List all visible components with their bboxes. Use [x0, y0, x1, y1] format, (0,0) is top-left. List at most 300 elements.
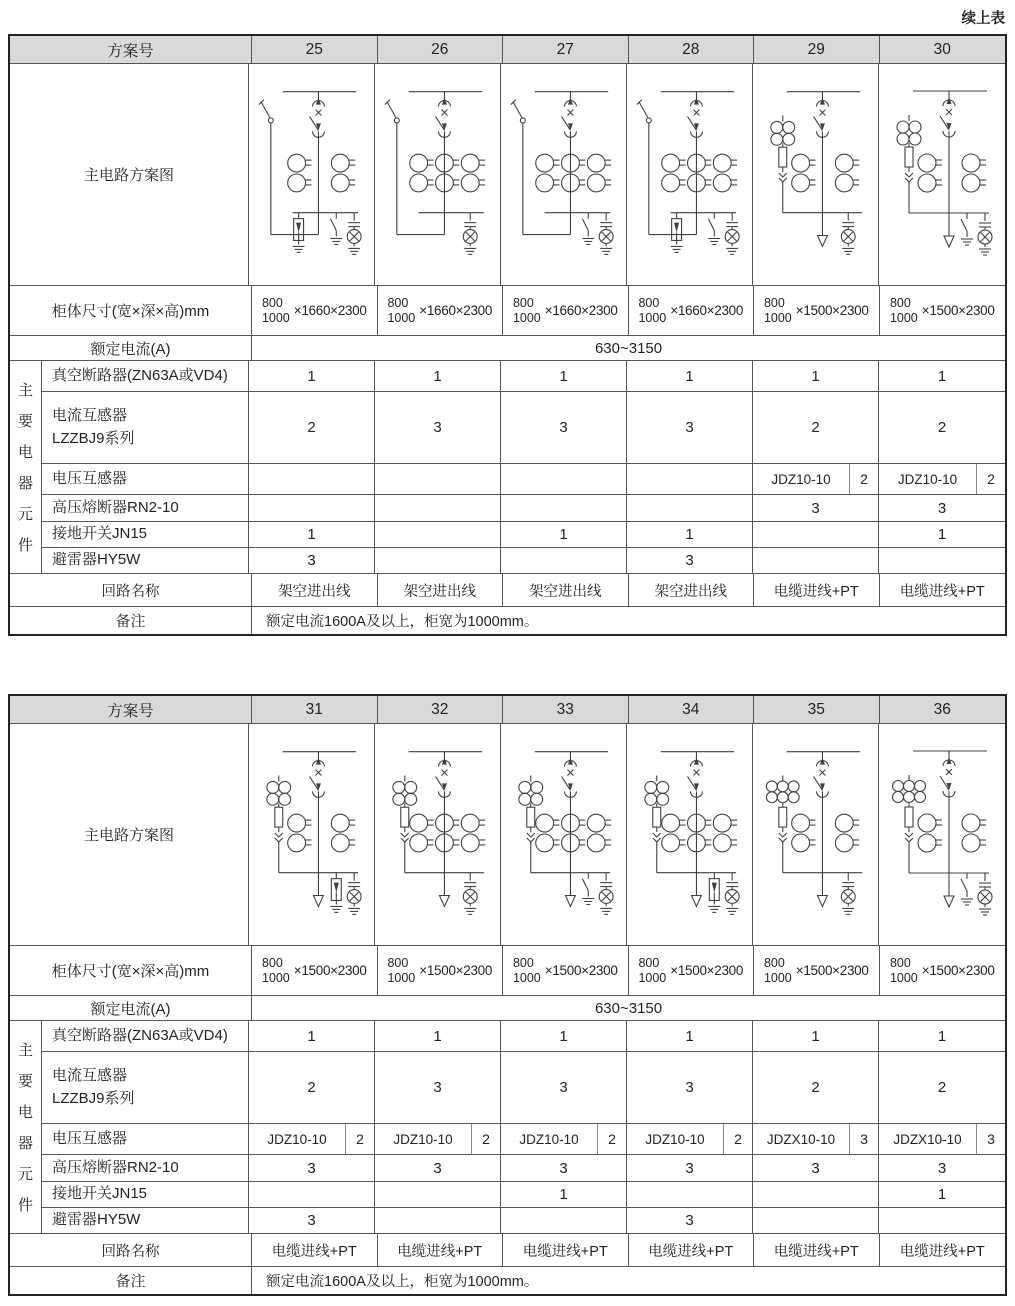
width-1000: 1000	[889, 970, 918, 985]
pt-model: JDZ10-10	[771, 471, 831, 487]
component-group-label	[10, 361, 42, 573]
main-circuit-diagram	[627, 735, 752, 935]
scheme-number: 29	[754, 36, 880, 63]
width-1000: 1000	[261, 970, 290, 985]
component-value-cell: 2	[937, 1079, 947, 1096]
width-800: 800	[261, 295, 283, 310]
width-800: 800	[512, 955, 534, 970]
rated-current-label: 额定电流(A)	[10, 996, 252, 1020]
component-label-line: 电压互感器	[52, 469, 128, 487]
group-label-char: 电	[17, 1104, 33, 1121]
component-value-cell: 1	[501, 522, 627, 547]
depth-height-value: ×1500×2300	[921, 303, 995, 318]
component-label	[42, 548, 249, 573]
component-row	[42, 1124, 1005, 1155]
width-fraction	[387, 956, 415, 986]
rated-current-label: 额定电流(A)	[10, 336, 252, 360]
component-value-cell: 3	[249, 1155, 375, 1181]
group-label-char: 件	[17, 1197, 33, 1214]
diagram-cell-scheme-31	[249, 724, 375, 945]
width-800: 800	[638, 295, 660, 310]
component-label	[42, 1021, 249, 1051]
component-value-cell	[501, 1124, 627, 1154]
scheme-table-31-36	[8, 694, 1007, 1296]
circuit-name-cell: 电缆进线+PT	[378, 1234, 504, 1266]
scheme-number: 31	[252, 696, 378, 723]
component-label	[42, 522, 249, 547]
width-fraction	[513, 956, 541, 986]
width-1000: 1000	[638, 310, 667, 325]
component-rows	[42, 1021, 1005, 1233]
depth-height-value: ×1660×2300	[670, 303, 744, 318]
circuit-name-row	[10, 574, 1005, 607]
component-value-cell	[627, 1124, 753, 1154]
component-value-cell: 3	[375, 1155, 501, 1181]
cabinet-size-cell	[629, 946, 755, 995]
scheme-header-row	[10, 696, 1005, 724]
pt-qty: 2	[471, 1124, 500, 1154]
component-value-cell: 3	[501, 392, 627, 463]
group-label-char: 器	[17, 1135, 33, 1152]
component-value-cell	[753, 1208, 879, 1233]
pt-qty: 2	[597, 1124, 626, 1154]
main-circuit-diagram	[501, 735, 626, 935]
pt-model: JDZX10-10	[766, 1131, 836, 1147]
component-label-line: 电流互感器	[52, 1067, 128, 1084]
component-value-cell: 3	[627, 1208, 753, 1233]
remark-row	[10, 1267, 1005, 1294]
group-label-char: 主	[17, 1042, 33, 1059]
component-value-cell: 3	[375, 1052, 501, 1123]
pt-model-qty	[753, 464, 878, 494]
width-1000: 1000	[763, 310, 792, 325]
component-label	[42, 392, 249, 463]
depth-height-value: ×1500×2300	[795, 303, 869, 318]
scheme-number: 33	[503, 696, 629, 723]
depth-height-value: ×1500×2300	[419, 963, 493, 978]
component-label	[42, 464, 249, 494]
circuit-name-cell: 架空进出线	[378, 574, 504, 606]
component-value-cell: 1	[627, 522, 753, 547]
pt-qty: 3	[849, 1124, 878, 1154]
scheme-number: 30	[933, 40, 951, 58]
component-value-cell: 3	[937, 1159, 947, 1177]
cabinet-size-label: 柜体尺寸(宽×深×高)mm	[10, 946, 252, 995]
component-value-cell: 1	[501, 1021, 627, 1051]
width-800: 800	[763, 955, 785, 970]
cabinet-size-value	[638, 296, 743, 326]
component-value-cell	[375, 464, 501, 494]
main-circuit-diagram	[753, 75, 878, 275]
component-label	[42, 1124, 249, 1154]
width-fraction	[764, 296, 792, 326]
rated-current-row	[10, 996, 1005, 1021]
pt-model: JDZ10-10	[393, 1131, 453, 1147]
group-label-char: 件	[17, 537, 33, 554]
component-value-cell: 1	[501, 1182, 627, 1207]
width-800: 800	[889, 295, 911, 310]
component-value-cell: 3	[501, 1052, 627, 1123]
pt-model-qty	[375, 1124, 500, 1154]
diagram-row	[10, 64, 1005, 286]
component-value-cell: 1	[249, 1021, 375, 1051]
component-value-cell	[879, 464, 1005, 494]
component-label	[42, 1052, 249, 1123]
component-label-line: 接地开关JN15	[52, 525, 148, 543]
scheme-number: 35	[754, 696, 880, 723]
component-label-line: 避雷器HY5W	[52, 1211, 141, 1229]
component-value-cell	[753, 464, 879, 494]
width-1000: 1000	[512, 970, 541, 985]
circuit-name-cell: 电缆进线+PT	[754, 1234, 880, 1266]
cabinet-size-cell	[252, 946, 378, 995]
cabinet-size-value	[387, 956, 492, 986]
scheme-header-label: 方案号	[10, 696, 252, 723]
width-800: 800	[387, 955, 409, 970]
remark-label: 备注	[10, 1267, 252, 1294]
width-800: 800	[638, 955, 660, 970]
component-value-cell	[375, 1208, 501, 1233]
pt-model-qty	[627, 1124, 752, 1154]
group-label-char: 要	[17, 1073, 33, 1090]
circuit-name-label: 回路名称	[10, 1234, 252, 1266]
main-circuit-diagram	[879, 75, 1005, 275]
component-row	[42, 361, 1005, 392]
scheme-number: 36	[933, 700, 951, 718]
component-value-cell: 3	[375, 392, 501, 463]
diagram-cell-scheme-34	[627, 724, 753, 945]
depth-height-value: ×1500×2300	[670, 963, 744, 978]
component-value-cell: 1	[937, 1186, 947, 1203]
diagram-cell-scheme-27	[501, 64, 627, 285]
depth-height-value: ×1500×2300	[293, 963, 367, 978]
component-rows	[42, 361, 1005, 573]
component-value-cell: 1	[753, 1021, 879, 1051]
diagram-cell-scheme-30	[879, 64, 1005, 285]
component-value-cell	[879, 1208, 1005, 1233]
width-fraction	[262, 296, 290, 326]
circuit-name-cell: 电缆进线+PT	[503, 1234, 629, 1266]
component-label-line: LZZBJ9系列	[52, 1089, 135, 1107]
component-label-line: 真空断路器(ZN63A或VD4)	[52, 1026, 228, 1044]
pt-qty: 2	[345, 1124, 374, 1154]
component-value-cell: 1	[249, 361, 375, 391]
component-row	[42, 522, 1005, 548]
component-value-cell: 1	[937, 367, 947, 385]
width-1000: 1000	[387, 970, 416, 985]
main-circuit-diagram	[249, 735, 374, 935]
width-800: 800	[889, 955, 911, 970]
component-row	[42, 1155, 1005, 1182]
component-label	[42, 1182, 249, 1207]
component-value-cell: 3	[627, 548, 753, 573]
pt-model-qty	[879, 1124, 1005, 1154]
pt-qty: 3	[976, 1124, 1005, 1154]
cabinet-size-value	[764, 296, 869, 326]
remark-row	[10, 607, 1005, 634]
component-value-cell	[627, 1182, 753, 1207]
width-800: 800	[261, 955, 283, 970]
width-1000: 1000	[889, 310, 918, 325]
component-label-line: 接地开关JN15	[52, 1185, 148, 1203]
component-label-line: 电流互感器	[52, 407, 128, 424]
component-label-line: LZZBJ9系列	[52, 429, 135, 447]
cabinet-size-value	[387, 296, 492, 326]
main-circuit-diagram	[375, 735, 500, 935]
cabinet-size-value	[262, 296, 367, 326]
width-1000: 1000	[512, 310, 541, 325]
component-value-cell: 3	[753, 1155, 879, 1181]
component-value-cell: 3	[627, 1052, 753, 1123]
component-value-cell: 3	[627, 1155, 753, 1181]
component-value-cell: 1	[375, 361, 501, 391]
component-value-cell	[375, 495, 501, 521]
cabinet-size-value	[262, 956, 367, 986]
component-value-cell	[753, 1124, 879, 1154]
diagram-row	[10, 724, 1005, 946]
width-fraction	[638, 296, 666, 326]
pt-model: JDZ10-10	[267, 1131, 327, 1147]
component-value-cell	[375, 522, 501, 547]
component-value-cell	[375, 1182, 501, 1207]
cabinet-size-row	[10, 286, 1005, 336]
rated-current-row	[10, 336, 1005, 361]
circuit-name-cell: 架空进出线	[252, 574, 378, 606]
component-value-cell: 2	[753, 1052, 879, 1123]
component-value-cell	[627, 495, 753, 521]
component-value-cell	[375, 1124, 501, 1154]
group-label-char: 主	[17, 382, 33, 399]
component-value-cell: 3	[249, 1208, 375, 1233]
circuit-name-cell: 架空进出线	[629, 574, 755, 606]
width-fraction	[764, 956, 792, 986]
main-circuit-diagram	[753, 735, 878, 935]
cabinet-size-value	[764, 956, 869, 986]
component-label-line: 避雷器HY5W	[52, 551, 141, 569]
cabinet-size-cell	[378, 946, 504, 995]
circuit-name-label: 回路名称	[10, 574, 252, 606]
component-label-line: 真空断路器(ZN63A或VD4)	[52, 366, 228, 384]
component-value-cell: 3	[249, 548, 375, 573]
pt-model: JDZ10-10	[519, 1131, 579, 1147]
cabinet-size-cell	[880, 286, 1006, 335]
main-components-block	[10, 1021, 1005, 1234]
component-value-cell	[879, 548, 1005, 573]
cabinet-size-cell	[754, 286, 880, 335]
component-label	[42, 1155, 249, 1181]
component-value-cell: 1	[501, 361, 627, 391]
cabinet-size-row	[10, 946, 1005, 996]
remark-text: 额定电流1600A及以上，柜宽为1000mm。	[266, 614, 539, 630]
width-fraction	[890, 296, 918, 326]
component-value-cell	[879, 1124, 1005, 1154]
component-value-cell: 3	[627, 392, 753, 463]
component-value-cell: 1	[627, 1021, 753, 1051]
group-label-char: 器	[17, 475, 33, 492]
component-value-cell	[249, 1124, 375, 1154]
width-fraction	[262, 956, 290, 986]
scheme-header-row	[10, 36, 1005, 64]
component-row	[42, 548, 1005, 573]
component-value-cell	[753, 1182, 879, 1207]
main-components-block	[10, 361, 1005, 574]
component-value-cell	[501, 464, 627, 494]
main-circuit-diagram	[879, 735, 1005, 935]
cabinet-size-cell	[503, 946, 629, 995]
circuit-name-cell: 电缆进线+PT	[899, 1243, 985, 1260]
component-label	[42, 495, 249, 521]
width-fraction	[387, 296, 415, 326]
pt-qty: 2	[723, 1124, 752, 1154]
cabinet-size-value	[513, 296, 618, 326]
depth-height-value: ×1500×2300	[795, 963, 869, 978]
component-row	[42, 1052, 1005, 1124]
cabinet-size-value	[890, 956, 995, 986]
component-value-cell	[249, 1182, 375, 1207]
component-row	[42, 495, 1005, 522]
width-1000: 1000	[763, 970, 792, 985]
scheme-header-label: 方案号	[10, 36, 252, 63]
diagram-cell-scheme-26	[375, 64, 501, 285]
component-value-cell: 2	[249, 1052, 375, 1123]
component-value-cell: 2	[249, 392, 375, 463]
component-group-label	[10, 1021, 42, 1233]
cabinet-size-label: 柜体尺寸(宽×深×高)mm	[10, 286, 252, 335]
scheme-table-25-30	[8, 34, 1007, 636]
diagram-cell-scheme-29	[753, 64, 879, 285]
component-label	[42, 1208, 249, 1233]
group-label-char: 电	[17, 444, 33, 461]
component-value-cell: 1	[937, 1027, 947, 1045]
component-value-cell: 3	[501, 1155, 627, 1181]
main-circuit-diagram	[627, 75, 752, 275]
scheme-number: 26	[378, 36, 504, 63]
component-label	[42, 361, 249, 391]
component-value-cell: 1	[627, 361, 753, 391]
depth-height-value: ×1660×2300	[419, 303, 493, 318]
component-value-cell: 2	[753, 392, 879, 463]
diagram-cell-scheme-33	[501, 724, 627, 945]
width-1000: 1000	[387, 310, 416, 325]
component-value-cell	[249, 464, 375, 494]
rated-current-value: 630~3150	[594, 999, 663, 1017]
component-value-cell	[501, 548, 627, 573]
component-row	[42, 1021, 1005, 1052]
pt-model: JDZ10-10	[897, 471, 958, 487]
circuit-name-cell: 电缆进线+PT	[899, 583, 985, 600]
component-label-line: 高压熔断器RN2-10	[52, 498, 179, 516]
component-row	[42, 1208, 1005, 1233]
pt-model-qty	[249, 1124, 374, 1154]
circuit-name-cell: 电缆进线+PT	[754, 574, 880, 606]
diagram-label: 主电路方案图	[10, 724, 249, 945]
component-value-cell: 1	[249, 522, 375, 547]
scheme-number: 32	[378, 696, 504, 723]
remark-label: 备注	[10, 607, 252, 634]
component-value-cell: 3	[753, 495, 879, 521]
circuit-name-cell: 电缆进线+PT	[252, 1234, 378, 1266]
group-label-char: 元	[17, 1166, 33, 1183]
cabinet-size-cell	[629, 286, 755, 335]
circuit-name-cell: 电缆进线+PT	[629, 1234, 755, 1266]
cabinet-size-cell	[503, 286, 629, 335]
component-label-line: 电压互感器	[52, 1129, 128, 1147]
group-label-char: 元	[17, 506, 33, 523]
depth-height-value: ×1500×2300	[544, 963, 618, 978]
cabinet-size-value	[638, 956, 743, 986]
diagram-cell-scheme-36	[879, 724, 1005, 945]
remark-text: 额定电流1600A及以上，柜宽为1000mm。	[266, 1274, 539, 1290]
width-fraction	[890, 956, 918, 986]
group-label-char: 要	[17, 413, 33, 430]
main-circuit-diagram	[375, 75, 500, 275]
width-fraction	[513, 296, 541, 326]
pt-model-qty	[753, 1124, 878, 1154]
scheme-number: 27	[503, 36, 629, 63]
pt-model-qty	[879, 464, 1005, 494]
component-label-line: 高压熔断器RN2-10	[52, 1158, 179, 1176]
width-1000: 1000	[638, 970, 667, 985]
cabinet-size-cell	[252, 286, 378, 335]
pt-model: JDZX10-10	[893, 1131, 962, 1147]
diagram-cell-scheme-28	[627, 64, 753, 285]
component-value-cell: 1	[937, 526, 947, 543]
pt-qty: 2	[976, 464, 1005, 494]
component-value-cell	[249, 495, 375, 521]
width-fraction	[638, 956, 666, 986]
width-800: 800	[387, 295, 409, 310]
component-value-cell	[627, 464, 753, 494]
width-1000: 1000	[261, 310, 290, 325]
circuit-name-cell: 架空进出线	[503, 574, 629, 606]
cabinet-size-cell	[880, 946, 1006, 995]
diagram-cell-scheme-32	[375, 724, 501, 945]
component-row	[42, 464, 1005, 495]
component-value-cell	[753, 522, 879, 547]
pt-qty: 2	[849, 464, 878, 494]
component-value-cell: 1	[753, 361, 879, 391]
main-circuit-diagram	[249, 75, 374, 275]
scheme-number: 34	[629, 696, 755, 723]
width-800: 800	[512, 295, 534, 310]
width-800: 800	[763, 295, 785, 310]
component-row	[42, 392, 1005, 464]
cabinet-size-value	[513, 956, 618, 986]
component-value-cell	[501, 495, 627, 521]
component-value-cell	[501, 1208, 627, 1233]
component-value-cell	[375, 548, 501, 573]
depth-height-value: ×1500×2300	[921, 963, 995, 978]
cabinet-size-cell	[378, 286, 504, 335]
depth-height-value: ×1660×2300	[544, 303, 618, 318]
pt-model: JDZ10-10	[645, 1131, 705, 1147]
rated-current-value: 630~3150	[594, 339, 663, 357]
component-value-cell	[753, 548, 879, 573]
component-row	[42, 1182, 1005, 1208]
component-value-cell: 1	[375, 1021, 501, 1051]
cabinet-size-cell	[754, 946, 880, 995]
component-value-cell: 2	[937, 419, 947, 436]
scheme-number: 25	[252, 36, 378, 63]
cabinet-size-value	[890, 296, 995, 326]
pt-model-qty	[501, 1124, 626, 1154]
diagram-label: 主电路方案图	[10, 64, 249, 285]
circuit-name-row	[10, 1234, 1005, 1267]
scheme-number: 28	[629, 36, 755, 63]
main-circuit-diagram	[501, 75, 626, 275]
diagram-cell-scheme-35	[753, 724, 879, 945]
depth-height-value: ×1660×2300	[293, 303, 367, 318]
